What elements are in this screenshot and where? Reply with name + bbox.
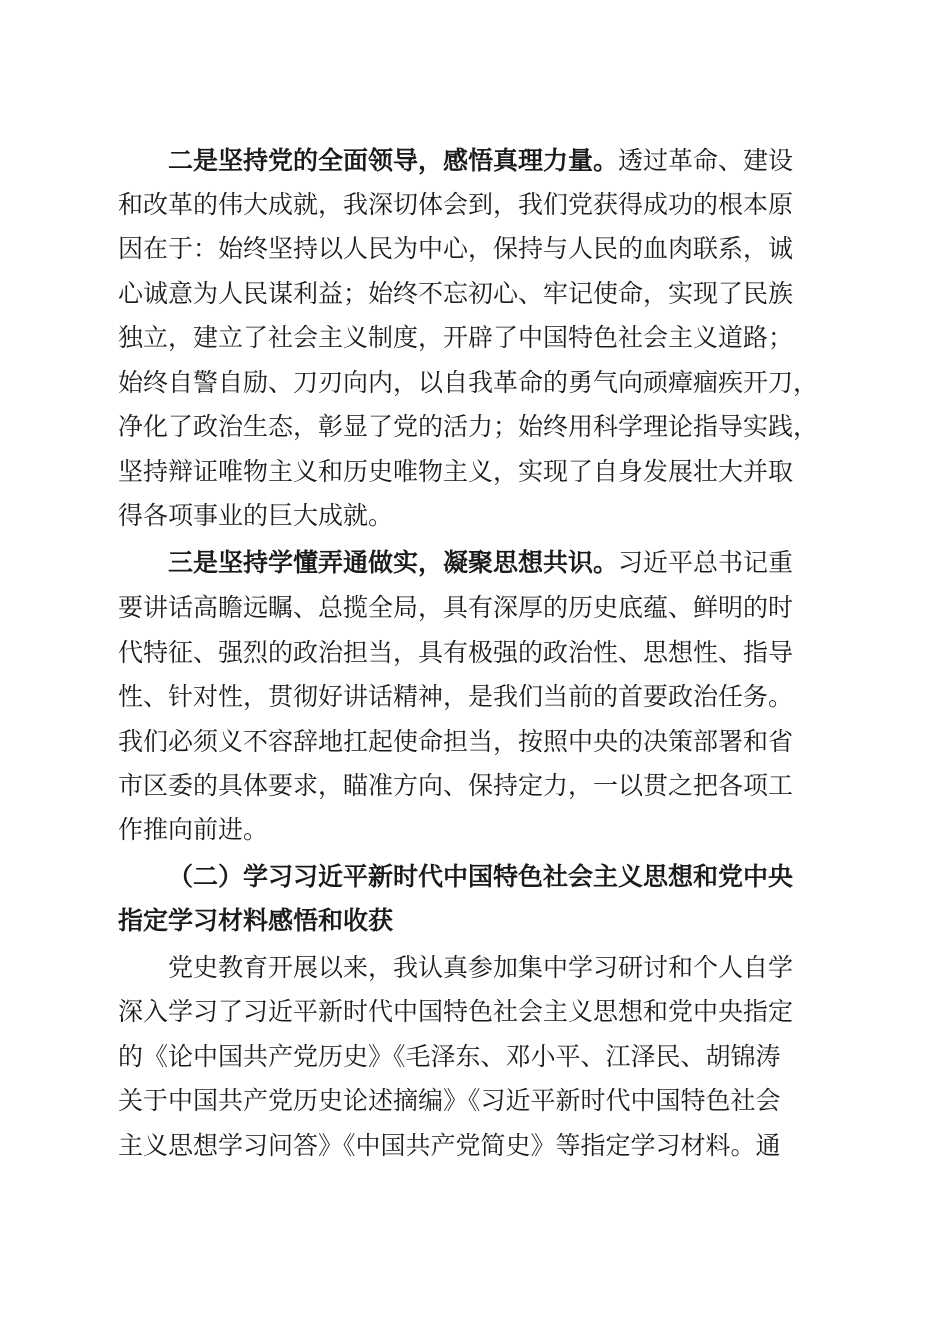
line-text: 透过革命、建设: [618, 146, 794, 175]
paragraph-line: 心诚意为人民谋利益；始终不忘初心、牢记使命，实现了民族: [118, 279, 794, 308]
heading-line: （二）学习习近平新时代中国特色社会主义思想和党中央: [168, 862, 794, 891]
paragraph-line: 主义思想学习问答》《中国共产党简史》等指定学习材料。通: [118, 1131, 781, 1160]
paragraph-line: 作推向前进。: [118, 815, 269, 844]
paragraph-line: 和改革的伟大成就，我深切体会到，我们党获得成功的根本原: [118, 190, 794, 219]
paragraph-line: 始终自警自励、刀刃向内，以自我革命的勇气向顽瘴痼疾开刀，: [118, 368, 819, 397]
paragraph-line: 代特征、强烈的政治担当，具有极强的政治性、思想性、指导: [118, 638, 794, 667]
paragraph-line: 党史教育开展以来，我认真参加集中学习研讨和个人自学: [168, 953, 794, 982]
paragraph-line: 关于中国共产党历史论述摘编》《习近平新时代中国特色社会: [118, 1086, 781, 1115]
paragraph-line: 深入学习了习近平新时代中国特色社会主义思想和党中央指定: [118, 997, 794, 1026]
heading-line: 指定学习材料感悟和收获: [118, 906, 394, 935]
paragraph-line: 我们必须义不容辞地扛起使命担当，按照中央的决策部署和省: [118, 727, 794, 756]
paragraph-line: 得各项事业的巨大成就。: [118, 501, 394, 530]
line-text: 习近平总书记重: [618, 548, 794, 577]
paragraph-line: 性、针对性，贯彻好讲话精神，是我们当前的首要政治任务。: [118, 682, 794, 711]
paragraph-line: 独立，建立了社会主义制度，开辟了中国特色社会主义道路；: [118, 323, 794, 352]
paragraph-line: 市区委的具体要求，瞄准方向、保持定力，一以贯之把各项工: [118, 771, 794, 800]
paragraph-lead: 三是坚持学懂弄通做实，凝聚思想共识。: [168, 548, 619, 577]
paragraph-line: 坚持辩证唯物主义和历史唯物主义，实现了自身发展壮大并取: [118, 457, 794, 486]
paragraph-line: [0, 139, 950, 183]
paragraph-line: 要讲话高瞻远瞩、总揽全局，具有深厚的历史底蕴、鲜明的时: [118, 593, 794, 622]
paragraph-line: 因在于：始终坚持以人民为中心，保持与人民的血肉联系，诚: [118, 234, 794, 263]
paragraph-line: 的《论中国共产党历史》《毛泽东、邓小平、江泽民、胡锦涛: [118, 1042, 781, 1071]
paragraph-line: 净化了政治生态，彰显了党的活力；始终用科学理论指导实践，: [118, 412, 819, 441]
paragraph-lead: 二是坚持党的全面领导，感悟真理力量。: [168, 146, 619, 175]
paragraph-line: [0, 541, 950, 585]
